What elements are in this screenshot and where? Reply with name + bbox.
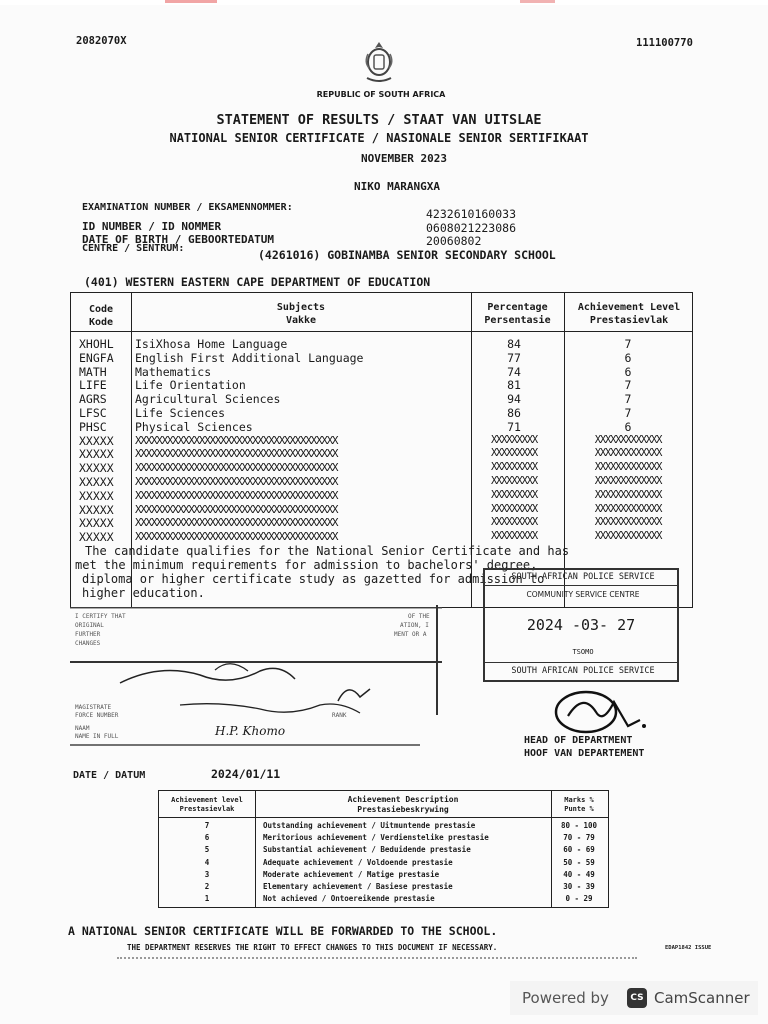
subject-level: 6 (624, 350, 632, 365)
column-header-level: Achievement Level Prestasievlak (577, 302, 681, 326)
subject-percentage: XXXXXXXXX (490, 530, 538, 543)
table-row (71, 420, 691, 434)
table-row (71, 392, 691, 406)
candidate-name: NIKO MARANGXA (353, 180, 441, 193)
qualification-line-2: met the minimum requirements for admission to bachelors' degree, (75, 558, 538, 572)
subject-code: LIFE (79, 378, 107, 393)
column-header-achievement-description: Achievement Description Prestasiebeskrywing (347, 795, 459, 814)
subject-level: 6 (624, 364, 632, 379)
subject-name: English First Additional Language (135, 350, 364, 365)
achievement-description: Elementary achievement / Basiese prestasie (263, 882, 453, 891)
subject-name: XXXXXXXXXXXXXXXXXXXXXXXXXXXXXXXXXXXXXX (135, 488, 338, 502)
subject-code: XHOHL (79, 337, 114, 351)
stamp-date: 2024 -03- 27 (526, 616, 636, 634)
subject-percentage: XXXXXXXXX (490, 433, 538, 446)
achievement-description: Not achieved / Ontoereikende prestasie (263, 894, 435, 904)
exam-number: 4232610160033 (426, 207, 517, 221)
column-header-code: Code Kode (88, 304, 114, 328)
qualification-line-1: The candidate qualifies for the National Senior Certificate and has (85, 544, 570, 558)
subject-name: XXXXXXXXXXXXXXXXXXXXXXXXXXXXXXXXXXXXXX (135, 433, 338, 447)
subject-percentage: 86 (507, 406, 521, 420)
subject-level: 7 (624, 378, 632, 393)
subject-percentage: 84 (507, 337, 521, 351)
table-row (71, 406, 691, 420)
date-of-birth: 20060802 (426, 234, 482, 248)
subject-level: XXXXXXXXXXXXX (594, 433, 662, 446)
table-row (159, 821, 607, 833)
subject-percentage: 71 (507, 419, 521, 434)
achievement-description: Meritorious achievement / Verdienstelike prestasie (263, 833, 489, 843)
subject-percentage: 77 (507, 350, 521, 365)
table-row (71, 337, 691, 351)
subject-percentage: XXXXXXXXX (490, 502, 538, 515)
table-row (159, 870, 607, 882)
achievement-level: 6 (204, 833, 210, 843)
subject-level: XXXXXXXXXXXXX (594, 475, 662, 487)
id-number-label: ID NUMBER / ID NOMMER (82, 220, 222, 233)
subject-name: Mathematics (135, 364, 212, 379)
subject-code: MATH (79, 364, 107, 379)
subject-name: Life Sciences (135, 406, 226, 420)
achievement-marks: 70 - 79 (563, 833, 595, 843)
qualification-line-4: higher education. (82, 586, 205, 600)
achievement-level: 1 (204, 894, 210, 904)
subject-level: XXXXXXXXXXXXX (594, 461, 662, 474)
document-subtitle: NATIONAL SENIOR CERTIFICATE / NASIONALE SENIOR SERTIFIKAAT (169, 131, 589, 145)
table-row (71, 530, 691, 544)
date-label: DATE / DATUM (73, 770, 146, 781)
column-header-achievement-level: Achievement level Prestasievlak (171, 796, 243, 813)
cut-off-line (117, 957, 637, 962)
subject-level: XXXXXXXXXXXXX (594, 530, 662, 543)
subject-code: XXXXX (79, 433, 114, 448)
centre-label: CENTRE / SENTRUM: (82, 243, 185, 254)
subject-level: 7 (624, 392, 632, 407)
subject-code: XXXXX (79, 530, 114, 545)
achievement-marks: 40 - 49 (563, 869, 595, 879)
hod-title: HEAD OF DEPARTMENT (524, 735, 633, 746)
subject-level: 6 (624, 419, 632, 434)
subject-level: 7 (624, 337, 632, 351)
camscanner-watermark: Powered by CS CamScanner (510, 981, 758, 1015)
table-row (159, 845, 607, 857)
subject-code: PHSC (79, 419, 107, 434)
subject-percentage: 74 (507, 364, 521, 379)
centre-name: (4261016) GOBINAMBA SENIOR SECONDARY SCHOOL (258, 248, 556, 262)
table-row (71, 516, 691, 530)
achievement-description: Moderate achievement / Matige prestasie (263, 869, 440, 879)
table-row (71, 434, 691, 448)
table-row (71, 503, 691, 517)
achievement-marks: 50 - 59 (563, 857, 595, 867)
qualification-line-3: diploma or higher certificate study as gazetted for admission to (82, 572, 545, 586)
document-code-left: 2082070X (76, 35, 127, 47)
scanned-document: 2082070X 111100770 REPUBLIC OF SOUTH AFRICA STATEMENT OF RESULTS / STAAT VAN UITSLAE NATIONAL SENIOR CERTIFICATE / NASIONALE SENIOR SERTIFIKAAT NOVEMBER 2023 NIKO MARANGXA EXAMINATION NUMBER / EKSAMENNOMMER: 4232610160033 ID NUMBER / ID NOMMER 0608021223086 DATE OF BIRTH / GEBOORTEDATUM 20060802 CENTRE / SENTRUM: (4261016) GOBINAMBA SENIOR SECONDARY SCHOOL (401) WESTERN EASTERN CAPE DEPARTMENT OF EDUCATION Code Kode Subjects Vakke Percentage Persentasie Achievement Level Prestasievlak XHOHL IsiXhosa Home Language 84 7 ENGFA English First Additional Language 77 6 MATH Mathematics 74 6 LIFE Life Orientation 81 7 AGRS Agricultural Sciences 94 7 LFSC Life Sciences 86 7 PHSC Physical Sciences 71 6 XXXXX XXXXXXXXXXXXXXXXXXXXXXXXXXXXXXXXXXXXXX XXXXXXXXX XXXXXXXXXXXXX XXXXX XXXXXXXXXXXXXXXXXXXXXXXXXXXXXXXXXXXXXX XXXXXXXXX XXXXXXXXXXXXX XXXXX XXXXXXXXXXXXXXXXXXXXXXXXXXXXXXXXXXXXXX XXXXXXXXX XXXXXXXXXXXXX XXXXX XXXXXXXXXXXXXXXXXXXXXXXXXXXXXXXXXXXXXX XXXXXXXXX XXXXXXXXXXXXX XXXXX XXXXXXXXXXXXXXXXXXXXXXXXXXXXXXXXXXXXXX XXXXXXXXX XXXXXXXXXXXXX XXXXX XXXXXXXXXXXXXXXXXXXXXXXXXXXXXXXXXXXXXX XXXXXXXXX XXXXXXXXXXXXX XXXXX XXXXXXXXXXXXXXXXXXXXXXXXXXXXXXXXXXXXXX XXXXXXXXX XXXXXXXXXXXXX XXXXX XXXXXXXXXXXXXXXXXXXXXXXXXXXXXXXXXXXXXX XXXXXXXXX XXXXXXXXXXXXX The candidate qualifies for the National Senior Certificate and has met the minimum requirements for admission to bachelors' degree, diploma or higher certificate study as gazetted for admission to higher education. SOUTH AFRICAN POLICE SERVICE COMMUNITY SERVICE CENTRE 2024 -03- 27 TSOMO SOUTH AFRICAN POLICE SERVICE I CERTIFY THAT ORIGINAL FURTHER CHANGES OF THE ATION, I MENT OR A MAGISTRATE FORCE NUMBER NAAM NAME IN FULL RANK H.P. Khomo HEAD OF DEPARTMENT HOOF VAN DEPARTEMENT DATE / DATUM 2024/01/11 Achievement level Prestasievlak Achievement Description Prestasiebeskrywing Marks % Punte % 7 Outstanding achievement / Uitmuntende prestasie 80 - 100 6 Meritorious achievement / Verdienstelike prestasie 70 - 79 5 Substantial achievement / Beduidende prestasie 60 - 69 4 Adequate achievement / Voldoende prestasie 50 - 59 3 Moderate achievement / Matige prestasie 40 - 49 2 Elementary achievement / Basiese prestasie 30 - 39 1 Not achieved / Ontoereikende prestasie 0 - 29 A NATIONAL SENIOR CERTIFICATE WILL BE FORWARDED TO THE SCHOOL. THE DEPARTMENT RESERVES THE RIGHT TO EFFECT CHANGES TO THIS DOCUMENT IF NECESSARY. EDAP1842 ISSUE Powered by CS CamScanner (0, 0, 768, 1024)
column-header-percentage: Percentage Persentasie (484, 302, 551, 326)
subject-level: XXXXXXXXXXXXX (594, 516, 662, 529)
country-name: REPUBLIC OF SOUTH AFRICA (316, 90, 446, 99)
certification-lines (70, 605, 450, 750)
subject-percentage: XXXXXXXXX (490, 475, 538, 487)
subject-code: XXXXX (79, 502, 114, 517)
document-code-right: 111100770 (636, 37, 693, 49)
subject-code: AGRS (79, 392, 107, 407)
id-number: 0608021223086 (426, 221, 517, 235)
table-row (71, 351, 691, 365)
document-title: STATEMENT OF RESULTS / STAAT VAN UITSLAE (216, 112, 542, 128)
subject-percentage: XXXXXXXXX (490, 461, 538, 474)
subject-level: XXXXXXXXXXXXX (594, 488, 662, 501)
subject-name: Physical Sciences (135, 419, 253, 434)
achievement-description: Substantial achievement / Beduidende prestasie (263, 845, 471, 855)
subject-percentage: XXXXXXXXX (490, 447, 538, 460)
achievement-level: 7 (204, 821, 210, 830)
table-row (71, 447, 691, 461)
exam-number-label: EXAMINATION NUMBER / EKSAMENNOMMER: (82, 202, 293, 213)
achievement-marks: 30 - 39 (563, 882, 595, 891)
hod-title-af: HOOF VAN DEPARTEMENT (524, 748, 645, 759)
achievement-marks: 80 - 100 (560, 821, 598, 830)
achievement-marks: 60 - 69 (563, 845, 595, 855)
subject-code: XXXXX (79, 447, 114, 462)
achievement-level: 2 (204, 882, 210, 891)
subject-percentage: XXXXXXXXX (490, 488, 538, 501)
police-stamp: SOUTH AFRICAN POLICE SERVICE COMMUNITY SERVICE CENTRE 2024 -03- 27 TSOMO SOUTH AFRICAN POLICE SERVICE (483, 568, 679, 682)
column-header-subjects: Subjects Vakke (276, 302, 326, 326)
subject-name: XXXXXXXXXXXXXXXXXXXXXXXXXXXXXXXXXXXXXX (135, 530, 338, 544)
subject-code: XXXXX (79, 488, 114, 503)
coat-of-arms-icon (359, 38, 399, 86)
subject-name: XXXXXXXXXXXXXXXXXXXXXXXXXXXXXXXXXXXXXX (135, 461, 338, 475)
achievement-levels-table (158, 790, 609, 908)
forwarding-notice: A NATIONAL SENIOR CERTIFICATE WILL BE FORWARDED TO THE SCHOOL. (68, 924, 498, 938)
achievement-description: Outstanding achievement / Uitmuntende prestasie (263, 821, 476, 830)
table-row (71, 365, 691, 379)
table-row (159, 894, 607, 906)
subject-code: LFSC (79, 406, 107, 420)
table-row (159, 882, 607, 894)
subject-name: Agricultural Sciences (135, 392, 281, 407)
reserves-notice: THE DEPARTMENT RESERVES THE RIGHT TO EFFECT CHANGES TO THIS DOCUMENT IF NECESSARY. (127, 943, 498, 952)
department-name: (401) WESTERN EASTERN CAPE DEPARTMENT OF EDUCATION (84, 275, 431, 289)
column-header-marks: Marks % Punte % (564, 796, 594, 813)
table-row (71, 461, 691, 475)
subject-name: IsiXhosa Home Language (135, 337, 288, 351)
achievement-marks: 0 - 29 (565, 894, 593, 904)
exam-session: NOVEMBER 2023 (360, 152, 448, 165)
subject-name: XXXXXXXXXXXXXXXXXXXXXXXXXXXXXXXXXXXXXX (135, 475, 338, 488)
subject-name: XXXXXXXXXXXXXXXXXXXXXXXXXXXXXXXXXXXXXX (135, 447, 338, 461)
subject-code: XXXXX (79, 516, 114, 531)
achievement-level: 3 (204, 869, 210, 879)
subject-level: 7 (624, 406, 632, 420)
table-row (71, 475, 691, 489)
hod-signature (548, 686, 658, 736)
subject-percentage: 81 (507, 378, 521, 393)
dob-label: DATE OF BIRTH / GEBOORTEDATUM (82, 233, 275, 246)
subject-name: XXXXXXXXXXXXXXXXXXXXXXXXXXXXXXXXXXXXXX (135, 516, 338, 530)
subject-level: XXXXXXXXXXXXX (594, 447, 662, 460)
achievement-level: 4 (204, 857, 210, 867)
subject-name: Life Orientation (135, 378, 246, 393)
table-row (71, 489, 691, 503)
form-code: EDAP1842 ISSUE (665, 945, 712, 951)
subject-percentage: 94 (507, 392, 521, 407)
table-row (71, 378, 691, 392)
subject-code: ENGFA (79, 350, 114, 365)
subject-percentage: XXXXXXXXX (490, 516, 538, 529)
subject-level: XXXXXXXXXXXXX (594, 502, 662, 515)
subject-code: XXXXX (79, 475, 114, 489)
achievement-description: Adequate achievement / Voldoende prestasie (263, 857, 453, 867)
table-row (159, 833, 607, 845)
achievement-level: 5 (204, 845, 210, 855)
camscanner-icon: CS (627, 988, 647, 1008)
table-row (159, 858, 607, 870)
issue-date: 2024/01/11 (211, 767, 281, 781)
subject-code: XXXXX (79, 461, 114, 476)
scan-edge (0, 0, 768, 5)
certifier-name: H.P. Khomo (215, 724, 286, 738)
subject-name: XXXXXXXXXXXXXXXXXXXXXXXXXXXXXXXXXXXXXX (135, 502, 338, 516)
